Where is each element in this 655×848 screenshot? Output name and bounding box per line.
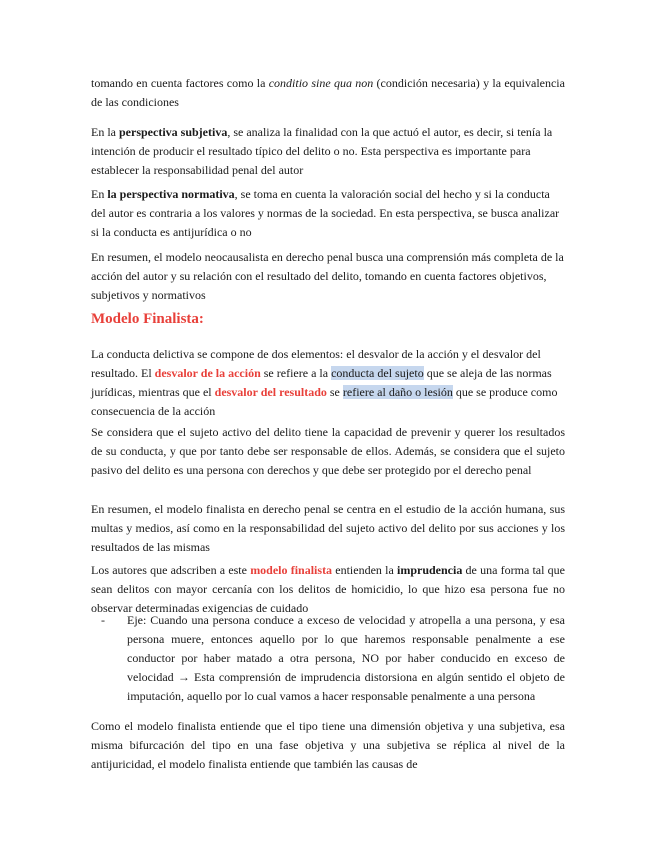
paragraph-resumen-finalista: En resumen, el modelo finalista en derecho penal se centra en el estudio de la acción humana, sus multas y medios, así como en la responsabilidad del sujeto activo del delito por sus acciones y los resultados de las mismas	[91, 502, 565, 554]
paragraph-bifurcacion-tipo: Como el modelo finalista entiende que el tipo tiene una dimensión objetiva y una subjetiva, esa misma bifurcación del tipo en una fase objetiva y una subjetiva se réplica al nivel de la antijuricidad, el modelo finalista entiende que también las causas de	[91, 719, 565, 771]
paragraph-imprudencia: Los autores que adscriben a este modelo finalista entienden la imprudencia de una forma tal que sean delitos con mayor cercanía con los delitos de homicidio, lo que hizo esa persona fue no observar determinadas exigencias de cuidado	[91, 563, 566, 615]
paragraph-conditio: tomando en cuenta factores como la conditio sine qua non (condición necesaria) y la equivalencia de las condiciones	[91, 76, 565, 109]
paragraph-perspectiva-subjetiva: En la perspectiva subjetiva, se analiza la finalidad con la que actuó el autor, es decir, si tenía la intención de producir el resultado típico del delito o no. Esta perspectiva es importante para establecer la responsabilidad penal del autor	[91, 125, 553, 177]
list-item: Eje: Cuando una persona conduce a exceso de velocidad y atropella a una persona, y esa persona muere, entonces aquello por lo que haremos responsable penalmente a ese conductor por haber matado a otra persona, NO por haber conducido en exceso de velocidad → Esta comprensión de imprudencia distorsiona en algún sentido el objeto de imputación, aquello por lo cual vamos a hacer responsable penalmente a una persona	[127, 613, 565, 703]
paragraph-perspectiva-normativa: En la perspectiva normativa, se toma en cuenta la valoración social del hecho y si la conducta del autor es contraria a los valores y normas de la sociedad. En esta perspectiva, se busca analizar si la conducta es antijurídica o no	[91, 187, 560, 239]
heading-modelo-finalista: Modelo Finalista:	[91, 311, 204, 327]
arrow-right-icon: →	[177, 670, 190, 684]
paragraph-conducta-delictiva: La conducta delictiva se compone de dos elementos: el desvalor de la acción y el desvalor del resultado. El desvalor de la acción se refiere a la conducta del sujeto que se aleja de las normas jurídicas, mientras que el desvalor del resultado se refiere al daño o lesión que se produce como consecuencia de la acción	[91, 347, 558, 418]
paragraph-sujeto-activo: Se considera que el sujeto activo del delito tiene la capacidad de prevenir y querer los resultados de su conducta, y que por tanto debe ser responsable de ellos. Además, se considera que el sujeto pasivo del delito es una persona con derechos y que debe ser protegido por el derecho penal	[91, 425, 565, 477]
example-list	[101, 611, 565, 706]
list-bullet: -	[101, 613, 105, 627]
paragraph-resumen-neocausalista: En resumen, el modelo neocausalista en derecho penal busca una comprensión más completa de la acción del autor y su relación con el resultado del delito, tomando en cuenta factores objetivos, subjetivos y normativos	[91, 250, 564, 302]
